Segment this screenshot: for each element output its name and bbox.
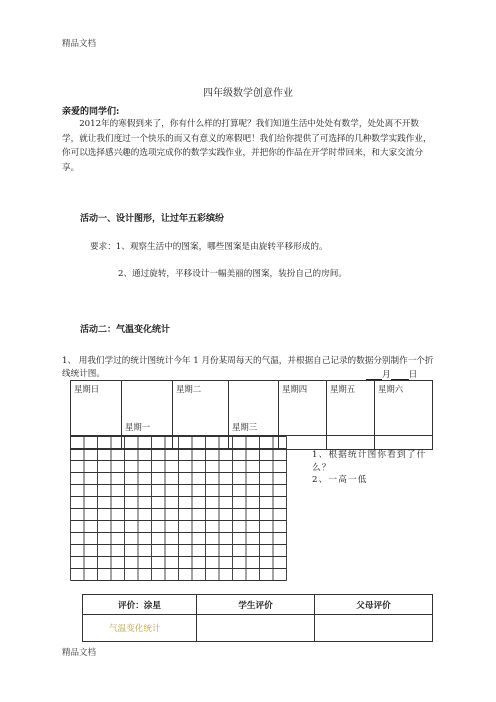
weekday-cell-wednesday [229,381,279,436]
student-evaluation-cell[interactable] [197,615,315,642]
day-label: 日 [408,370,418,380]
month-label: 月 [382,370,391,380]
weekday-label: 星期二 [176,384,202,394]
greeting: 亲爱的同学们: [62,107,120,117]
month-blank[interactable] [366,370,382,380]
weekday-cell-sunday [71,381,122,436]
activity-1-title: 活动一、设计图形，让过年五彩缤纷 [80,214,225,224]
weekday-value-cell[interactable] [375,436,433,450]
weekday-label: 星期一 [125,422,151,432]
evaluation-table [82,594,433,642]
student-evaluation-header: 学生评价 [197,595,315,615]
weekday-cell-thursday [279,381,327,436]
weekday-cell-tuesday [173,381,229,436]
chart-note-2: 2、一高一低 [312,475,368,485]
blank-graph-grid[interactable] [70,436,288,581]
weekday-label: 星期四 [282,384,308,394]
weekday-label: 星期六 [378,384,404,394]
activity-1-requirement-1: 要求：1、观察生活中的图案，哪些图案是由旋转平移形成的。 [90,242,328,252]
weekday-cell-monday [122,381,173,436]
parent-evaluation-header: 父母评价 [315,595,433,615]
weekday-cell-friday [327,381,375,436]
weekday-label: 星期日 [74,384,100,394]
weekday-label: 星期五 [330,384,356,394]
weekday-value-cell[interactable] [327,436,375,450]
activity-2-title: 活动二：气温变化统计 [80,325,171,335]
evaluation-row-title: 气温变化统计 [83,615,197,642]
chart-note-1: 1、根据统计图你看到了什么？ [312,450,427,473]
chart-notes [312,449,432,487]
evaluation-label: 评价：涂星 [83,595,197,615]
intro-paragraph: 2012年的寒假到来了，你有什么样的打算呢？我们知道生活中处处有数学，处处离不开数学，就让我们度过一个快乐的而又有意义的寒假吧！我们给你提供了可选择的几种数学实践作业，你可以选择感兴趣的选项完成你的数学实践作业，并把你的作品在开学时带回来，和大家交流分享。 [62,119,432,173]
weekday-cell-saturday [375,381,433,436]
date-line [366,368,417,380]
footer-tag: 精品文档 [62,648,97,658]
weekday-label: 星期三 [232,422,258,432]
parent-evaluation-cell[interactable] [315,615,433,642]
day-blank[interactable] [391,370,409,380]
activity-1-requirement-2: 2、通过旋转，平移设计一幅美丽的图案，装扮自己的房间。 [118,269,347,279]
activity-2-question-1: 1、 用我们学过的统计图统计今年 1 月份某周每天的气温，并根据自己记录的数据分别制作一个折线统计图。 [62,356,434,379]
page-title: 四年级数学创意作业 [203,88,293,99]
header-tag: 精品文档 [62,39,97,49]
